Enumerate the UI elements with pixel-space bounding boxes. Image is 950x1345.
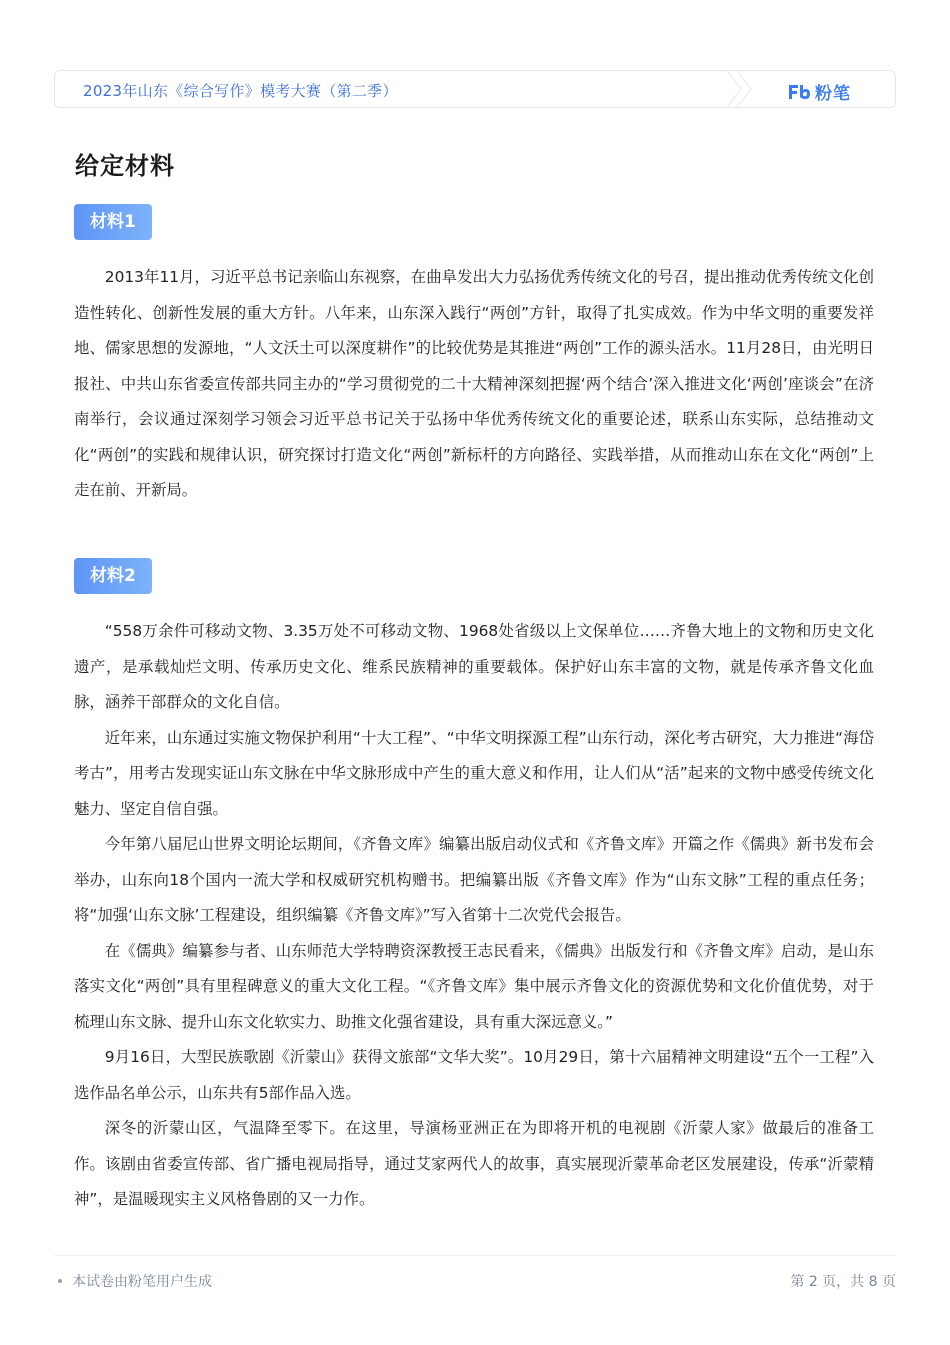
brand-logo — [787, 79, 851, 104]
exam-title: 2023年山东《综合写作》模考大赛（第二季） — [83, 82, 398, 100]
chevron-divider-icon — [727, 71, 787, 107]
material-2-body — [74, 614, 874, 1218]
bullet-icon — [58, 1279, 62, 1283]
paragraph: 在《儒典》编纂参与者、山东师范大学特聘资深教授王志民看来，《儒典》出版发行和《齐鲁文库》启动，是山东落实文化“两创”具有里程碑意义的重大文化工程。“《齐鲁文库》集中展示齐鲁文化的资源优势和文化价值优势，对于梳理山东文脉、提升山东文化软实力、助推文化强省建设，具有重大深远意义。” — [74, 941, 874, 1031]
footer-note — [58, 1271, 212, 1291]
material-1-body — [74, 260, 874, 509]
exam-header — [54, 70, 896, 108]
fb-logo-icon — [787, 83, 811, 101]
material-1-tag: 材料1 — [74, 204, 152, 240]
page-number: 第 2 页，共 8 页 — [790, 1274, 896, 1290]
section-title: 给定材料 — [75, 152, 175, 180]
paragraph: “558万余件可移动文物、3.35万处不可移动文物、1968处省级以上文保单位……齐鲁大地上的文物和历史文化遗产，是承载灿烂文明、传承历史文化、维系民族精神的重要载体。保护好山东丰富的文物，就是传承齐鲁文化血脉，涵养干部群众的文化自信。 — [74, 622, 874, 711]
brand-name: 粉笔 — [815, 84, 851, 104]
footer-divider — [54, 1255, 896, 1256]
footer-note-text: 本试卷由粉笔用户生成 — [72, 1274, 212, 1290]
paragraph: 今年第八届尼山世界文明论坛期间，《齐鲁文库》编纂出版启动仪式和《齐鲁文库》开篇之作《儒典》新书发布会举办，山东向18个国内一流大学和权威研究机构赠书。把编纂出版《齐鲁文库》作为“山东文脉”工程的重点任务；将“加强‘山东文脉’工程建设，组织编纂《齐鲁文库》”写入省第十二次党代会报告。 — [74, 835, 874, 924]
paragraph: 近年来，山东通过实施文物保护利用“十大工程”、“中华文明探源工程”山东行动，深化考古研究，大力推进“海岱考古”，用考古发现实证山东文脉在中华文脉形成中产生的重大意义和作用，让人们从“活”起来的文物中感受传统文化魅力、坚定自信自强。 — [74, 728, 874, 818]
paragraph: 深冬的沂蒙山区，气温降至零下。在这里，导演杨亚洲正在为即将开机的电视剧《沂蒙人家》做最后的准备工作。该剧由省委宣传部、省广播电视局指导，通过艾家两代人的故事，真实展现沂蒙革命老区发展建设，传承“沂蒙精神”，是温暖现实主义风格鲁剧的又一力作。 — [74, 1119, 874, 1208]
material-2-tag: 材料2 — [74, 558, 152, 594]
paragraph: 9月16日，大型民族歌剧《沂蒙山》获得文旅部“文华大奖”。10月29日，第十六届精神文明建设“五个一工程”入选作品名单公示，山东共有5部作品入选。 — [74, 1048, 874, 1102]
paragraph: 2013年11月，习近平总书记亲临山东视察，在曲阜发出大力弘扬优秀传统文化的号召，提出推动优秀传统文化创造性转化、创新性发展的重大方针。八年来，山东深入践行“两创”方针，取得了扎实成效。作为中华文明的重要发祥地、儒家思想的发源地，“人文沃土可以深度耕作”的比较优势是其推进“两创”工作的源头活水。11月28日，由光明日报社、中共山东省委宣传部共同主办的“学习贯彻党的二十大精神深刻把握‘两个结合’深入推进文化‘两创’座谈会”在济南举行，会议通过深刻学习领会习近平总书记关于弘扬中华优秀传统文化的重要论述，联系山东实际，总结推动文化“两创”的实践和规律认识，研究探讨打造文化“两创”新标杆的方向路径、实践举措，从而推动山东在文化“两创”上走在前、开新局。 — [74, 268, 874, 499]
